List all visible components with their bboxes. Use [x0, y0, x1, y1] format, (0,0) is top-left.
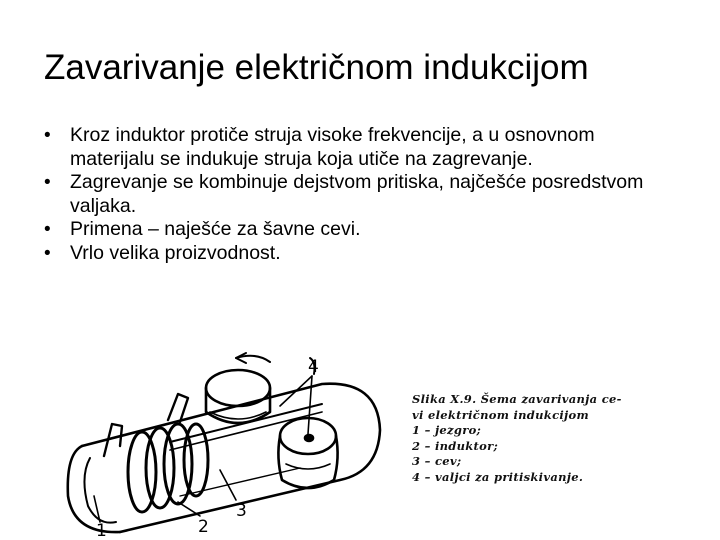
label-2: 2: [198, 517, 209, 537]
bullet-text: Kroz induktor protiče struja visoke frekvencije, a u osnovnom materijalu se indukuje struja koja utiče na zagrevanje.: [70, 124, 595, 170]
bullet-text: Primena – naješće za šavne cevi.: [70, 218, 361, 240]
caption-line: 3 – cev;: [412, 454, 462, 468]
bullet-text: Zagrevanje se kombinuje dejstvom pritiska, najčešće posredstvom valjaka.: [70, 171, 644, 217]
slide-title: Zavarivanje električnom indukcijom: [44, 48, 589, 87]
bullet-dot: •: [44, 125, 51, 146]
bullet-list: [44, 124, 684, 265]
label-3: 3: [236, 501, 247, 521]
bullet-item: [44, 218, 684, 242]
caption-line: Slika X.9. Šema zavarivanja ce-: [412, 392, 622, 406]
figure-caption: [412, 392, 712, 485]
bullet-item: [44, 124, 684, 171]
bullet-dot: •: [44, 242, 51, 264]
bullet-text: Vrlo velika proizvodnost.: [70, 241, 281, 264]
inductor-coil: [128, 424, 208, 512]
bullet-dot: •: [44, 219, 51, 240]
caption-line: 4 – valjci za pritiskivanje.: [412, 469, 584, 484]
bullet-item: [44, 242, 684, 266]
bullet-dot: •: [44, 172, 51, 193]
label-4: 4: [308, 357, 319, 377]
top-roller: [206, 370, 270, 423]
bullet-item: [44, 171, 684, 218]
label-1: 1: [96, 521, 107, 540]
induction-welding-drawing: [60, 346, 400, 540]
caption-line: 1 – jezgro;: [412, 423, 482, 437]
caption-line: vi električnom indukcijom: [412, 407, 589, 422]
inductor-terminal: [168, 394, 188, 422]
caption-line: 2 – induktor;: [412, 438, 499, 453]
